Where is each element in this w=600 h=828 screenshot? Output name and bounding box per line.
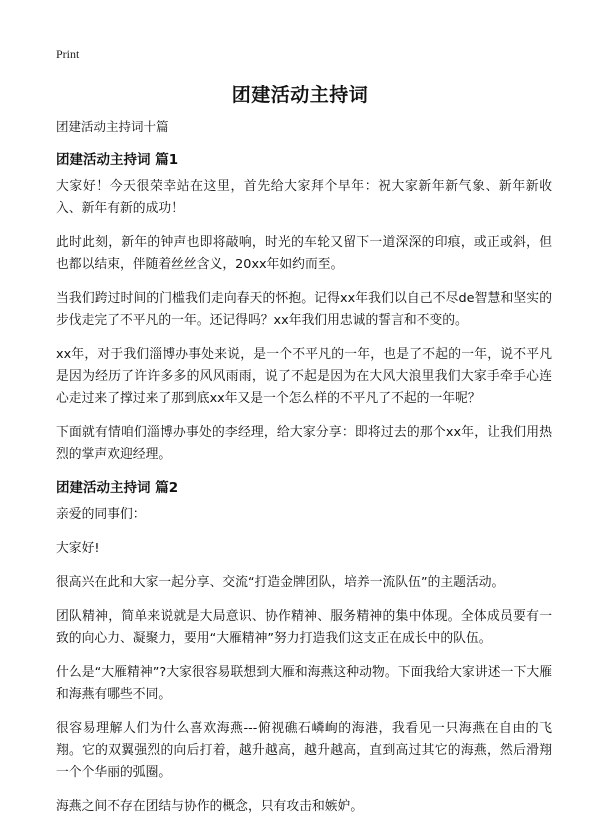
- section-heading: 团建活动主持词 篇2: [56, 480, 179, 496]
- paragraph: 什么是“大雁精神”?大家很容易联想到大雁和海燕这种动物。下面我给大家讲述一下大雁和海燕有哪些不同。: [56, 665, 552, 702]
- section-2: [56, 478, 552, 818]
- paragraph: 海燕之间不存在团结与协作的概念，只有攻击和嫉妒。: [56, 799, 364, 814]
- paragraph: 当我们跨过时间的门槛我们走向春天的怀抱。记得xx年我们以自己不尽de智慧和坚实的步伐走完了不平凡的一年。还记得吗？xx年我们用忠诚的誓言和不变的。: [56, 291, 552, 328]
- paragraph: xx年，对于我们淄博办事处来说，是一个不平凡的一年，也是了不起的一年，说不平凡是因为经历了许许多多的风风雨雨，说了不起是因为在大风大浪里我们大家手牵手心连心走过来了撑过来了那到底xx年又是一个怎么样的不平凡了不起的一年呢？: [56, 347, 552, 406]
- section-heading: 团建活动主持词 篇1: [56, 152, 179, 168]
- paragraph: 很高兴在此和大家一起分享、交流“打造金牌团队，培养一流队伍”的主题活动。: [56, 575, 505, 590]
- paragraph: 很容易理解人们为什么喜欢海燕---俯视礁石嶙峋的海港，我看见一只海燕在自由的飞翔。它的双翼强烈的向后打着，越升越高，越升越高，直到高过其它的海燕，然后滑翔一个个华丽的弧圈。: [56, 721, 552, 780]
- paragraph: 大家好!: [56, 541, 100, 556]
- paragraph: 此时此刻，新年的钟声也即将敲响，时光的车轮又留下一道深深的印痕，或正或斜，但也都以结束，伴随着丝丝含义，20xx年如约而至。: [56, 235, 552, 272]
- document-subtitle: 团建活动主持词十篇: [56, 119, 169, 134]
- paragraph: 下面就有情咱们淄博办事处的李经理，给大家分享：即将过去的那个xx年，让我们用热烈的掌声欢迎经理。: [56, 425, 552, 462]
- section-1: [56, 150, 552, 466]
- document-title: 团建活动主持词: [231, 84, 369, 106]
- document-body: [56, 118, 552, 828]
- paragraph: 大家好！今天很荣幸站在这里，首先给大家拜个早年：祝大家新年新气象、新年新收入、新年有新的成功！: [56, 179, 552, 216]
- print-label: Print: [56, 47, 80, 61]
- paragraph: 团队精神，简单来说就是大局意识、协作精神、服务精神的集中体现。全体成员要有一致的向心力、凝聚力，要用“大雁精神”努力打造我们这支正在成长中的队伍。: [56, 609, 552, 646]
- paragraph: 亲爱的同事们：: [56, 507, 146, 522]
